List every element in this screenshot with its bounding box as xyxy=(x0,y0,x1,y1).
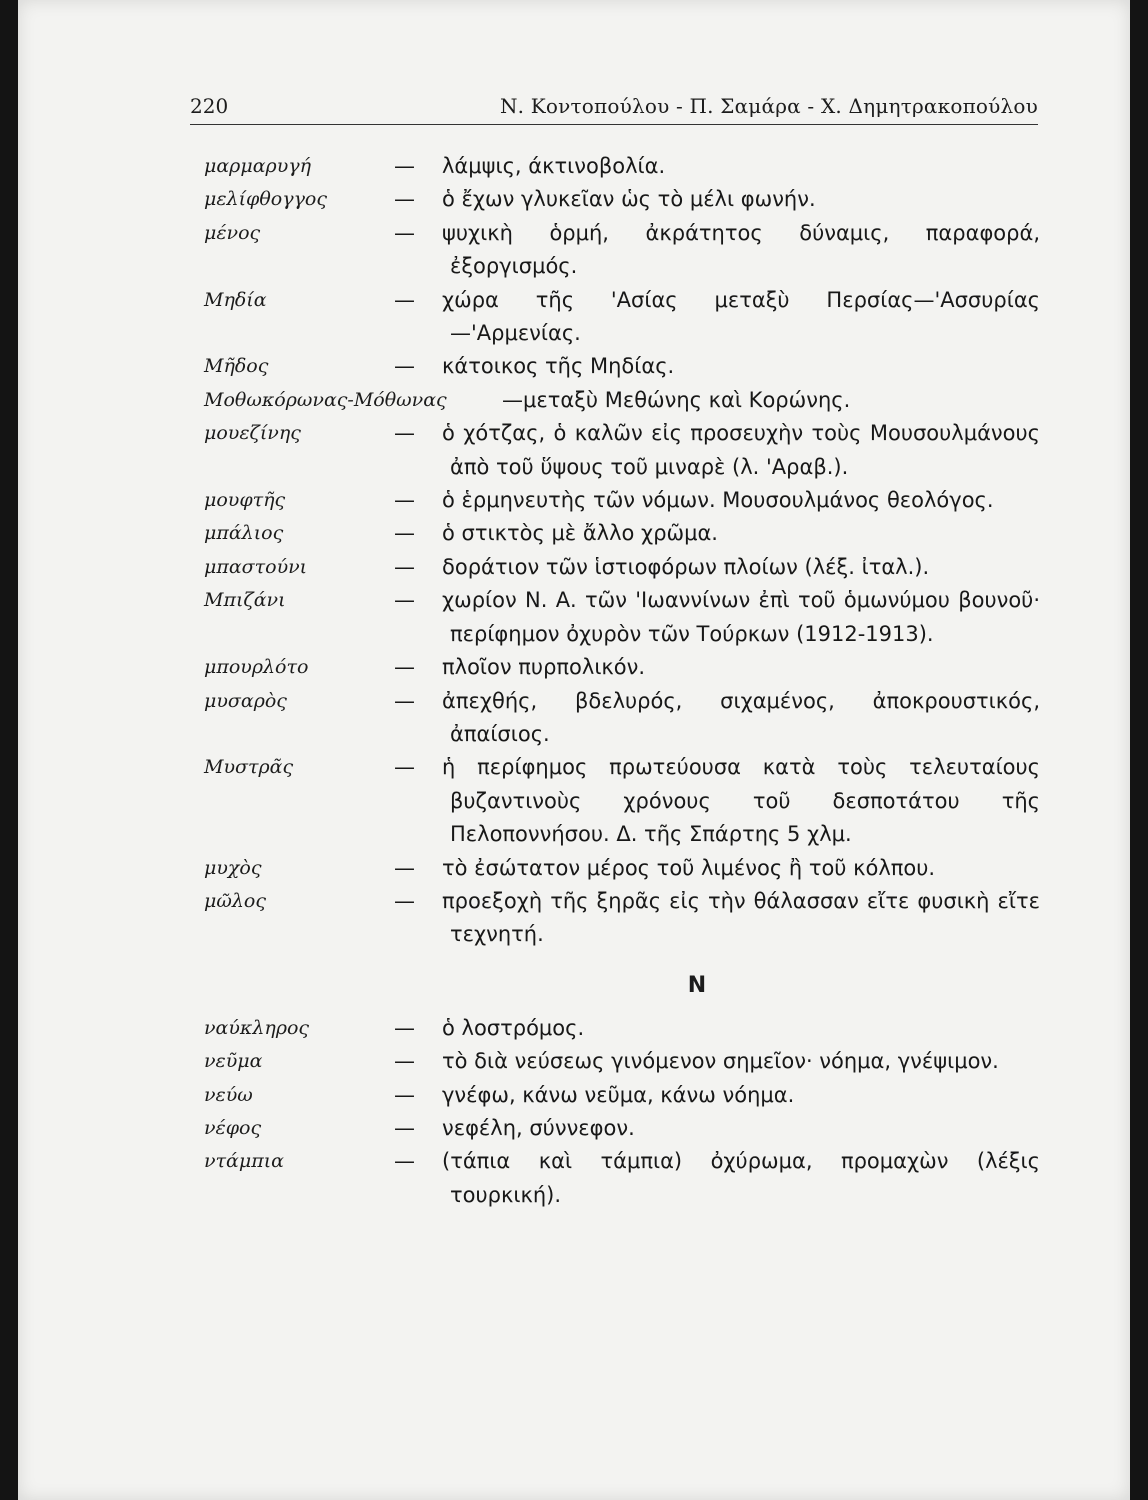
entry-definition xyxy=(394,551,1040,584)
entry-term: μπάλιος xyxy=(204,522,284,545)
glossary-entries xyxy=(204,150,1040,1212)
page-number: 220 xyxy=(190,94,229,118)
entry-definition xyxy=(394,284,1040,351)
glossary-entry xyxy=(204,484,1040,517)
definition-text: πλοῖον πυρπολικόν. xyxy=(442,655,646,680)
entry-term: νεῦμα xyxy=(204,1050,263,1073)
entry-definition xyxy=(394,417,1040,484)
entry-term: μαρμαρυγή xyxy=(204,155,311,177)
glossary-entry xyxy=(204,584,1040,651)
definition-text: προεξοχὴ τῆς ξηρᾶς εἰς τὴν θάλασσαν εἴτε φυσικὴ εἴτε τεχνητή. xyxy=(442,888,1040,947)
entry-term: μουφτῆς xyxy=(204,489,286,512)
glossary-entry xyxy=(204,517,1040,550)
glossary-entry xyxy=(204,350,1040,383)
entry-dash: — xyxy=(394,187,415,212)
glossary-entry xyxy=(204,852,1040,885)
scanned-page xyxy=(18,0,1130,1500)
definition-text: δοράτιον τῶν ἱστιοφόρων πλοίων (λέξ. ἰταλ.). xyxy=(442,554,930,579)
entry-term: νεύω xyxy=(204,1083,253,1106)
entry-term: μῶλος xyxy=(204,889,266,912)
entry-definition xyxy=(394,584,1040,651)
entry-term: μυχὸς xyxy=(204,856,262,879)
entry-definition xyxy=(394,350,1040,383)
entry-term: μπουρλότο xyxy=(204,656,309,679)
entry-definition xyxy=(394,852,1040,885)
entry-term: μουεζίνης xyxy=(204,422,301,445)
entry-definition xyxy=(394,1012,1040,1045)
entry-dash: — xyxy=(394,521,415,546)
running-head: Ν. Κοντοπούλου - Π. Σαμάρα - Χ. Δημητρακοπούλου xyxy=(499,94,1038,118)
definition-text: λάμψις, άκτινοβολία. xyxy=(442,154,666,178)
definition-text: (τάπια καὶ τάμπια) ὀχύρωμα, προμαχὼν (λέξις τουρκική). xyxy=(442,1149,1040,1207)
glossary-entry xyxy=(204,1012,1040,1045)
definition-text: ὁ στικτὸς μὲ ἄλλο χρῶμα. xyxy=(442,521,718,546)
entry-term: μυσαρὸς xyxy=(204,689,287,712)
glossary-entry xyxy=(204,417,1040,484)
glossary-entry xyxy=(204,751,1040,851)
entry-dash: — xyxy=(394,688,415,713)
section-heading-n: N xyxy=(687,972,707,998)
entry-dash: — xyxy=(394,588,415,613)
entry-definition xyxy=(394,1112,1040,1145)
entry-dash: — xyxy=(394,287,415,312)
entry-definition: —μεταξὺ Μεθώνης καὶ Κορώνης. xyxy=(502,387,851,412)
entry-term: ναύκληρος xyxy=(204,1016,310,1039)
definition-text: ὁ ἑρμηνευτὴς τῶν νόμων. Μουσουλμάνος θεολόγος. xyxy=(442,488,994,513)
entry-dash: — xyxy=(394,755,415,780)
entry-definition xyxy=(394,685,1040,752)
entry-term: Μπιζάνι xyxy=(204,589,286,612)
definition-text: γνέφω, κάνω νεῦμα, κάνω νόημα. xyxy=(442,1082,795,1107)
glossary-entry xyxy=(204,885,1040,952)
glossary-entry xyxy=(204,1112,1040,1145)
definition-text: τὸ ἐσώτατον μέρος τοῦ λιμένος ἢ τοῦ κόλπου. xyxy=(442,855,936,880)
glossary-entry xyxy=(204,384,1040,417)
glossary-entry xyxy=(204,1145,1040,1212)
definition-text: ψυχικὴ ὁρμή, ἀκράτητος δύναμις, παραφορά, ἐξοργισμός. xyxy=(442,220,1040,279)
definition-text: χώρα τῆς 'Ασίας μεταξὺ Περσίας—'Ασσυρίας—'Αρμενίας. xyxy=(442,287,1040,346)
entry-definition xyxy=(394,150,1040,183)
entry-definition xyxy=(394,885,1040,952)
definition-text: ἀπεχθής, βδελυρός, σιχαμένος, ἀποκρουστικός, ἀπαίσιος. xyxy=(442,688,1040,746)
entry-definition xyxy=(394,517,1040,550)
entry-dash: — xyxy=(394,1049,415,1074)
page-header xyxy=(190,94,1038,125)
entry-dash: — xyxy=(394,488,415,513)
definition-text: κάτοικος τῆς Μηδίας. xyxy=(442,354,675,379)
entry-dash: — xyxy=(394,1082,415,1107)
definition-text: χωρίον Ν. Α. τῶν 'Ιωαννίνων ἐπὶ τοῦ ὁμωνύμου βουνοῦ· περίφημον ὀχυρὸν τῶν Τούρκων (1912-1913). xyxy=(442,588,1040,646)
glossary-entry xyxy=(204,1045,1040,1078)
glossary-entry xyxy=(204,685,1040,752)
entry-dash: — xyxy=(394,154,415,178)
entry-dash: — xyxy=(394,421,415,446)
definition-text: ἡ περίφημος πρωτεύουσα κατὰ τοὺς τελευταίους βυζαντινοὺς χρόνους τοῦ δεσποτάτου τῆς Πελοποννήσου. Δ. τῆς Σπάρτης 5 χλμ. xyxy=(442,755,1040,847)
entry-definition xyxy=(394,484,1040,517)
entry-dash: — xyxy=(394,220,415,245)
entry-term: νέφος xyxy=(204,1116,262,1139)
entry-term: ντάμπια xyxy=(204,1150,285,1173)
entry-term: Μοθωκόρωνας-Μόθωνας xyxy=(204,388,447,411)
entry-dash: — xyxy=(394,855,415,880)
entry-definition xyxy=(394,751,1040,851)
entry-definition xyxy=(394,183,1040,216)
glossary-entry xyxy=(204,217,1040,284)
entry-definition xyxy=(394,1079,1040,1112)
definition-text: ὁ λοστρόμος. xyxy=(442,1015,585,1040)
entry-definition xyxy=(394,1045,1040,1078)
definition-text: τὸ διὰ νεύσεως γινόμενον σημεῖον· νόημα, γνέψιμον. xyxy=(442,1049,999,1074)
definition-text: νεφέλη, σύννεφον. xyxy=(442,1115,635,1140)
entry-term: Μῆδος xyxy=(204,355,269,378)
entry-dash: — xyxy=(394,1015,415,1040)
glossary-entry xyxy=(204,1079,1040,1112)
entry-term: μελίφθογγος xyxy=(204,188,328,211)
entry-term: μπαστούνι xyxy=(204,555,308,578)
entry-definition xyxy=(394,1145,1040,1212)
glossary-entry xyxy=(204,183,1040,216)
entry-dash: — xyxy=(394,655,415,680)
entry-term: Μυστρᾶς xyxy=(204,756,294,779)
entry-dash: — xyxy=(394,554,415,579)
glossary-entry xyxy=(204,150,1040,183)
entry-term: Μηδία xyxy=(204,288,267,311)
entry-term: μένος xyxy=(204,221,261,244)
definition-text: ὁ ἔχων γλυκεῖαν ὡς τὸ μέλι φωνήν. xyxy=(442,187,816,212)
entry-dash: — xyxy=(394,888,415,913)
entry-dash: — xyxy=(394,1149,415,1174)
definition-text: ὁ χότζας, ὁ καλῶν εἰς προσευχὴν τοὺς Μουσουλμάνους ἀπὸ τοῦ ὕψους τοῦ μιναρὲ (λ. 'Αραβ.). xyxy=(442,421,1040,479)
glossary-entry xyxy=(204,651,1040,684)
glossary-entry xyxy=(204,551,1040,584)
entry-dash: — xyxy=(394,1115,415,1140)
entry-dash: — xyxy=(394,354,415,379)
entry-definition xyxy=(394,651,1040,684)
entry-definition xyxy=(394,217,1040,284)
glossary-entry xyxy=(204,284,1040,351)
